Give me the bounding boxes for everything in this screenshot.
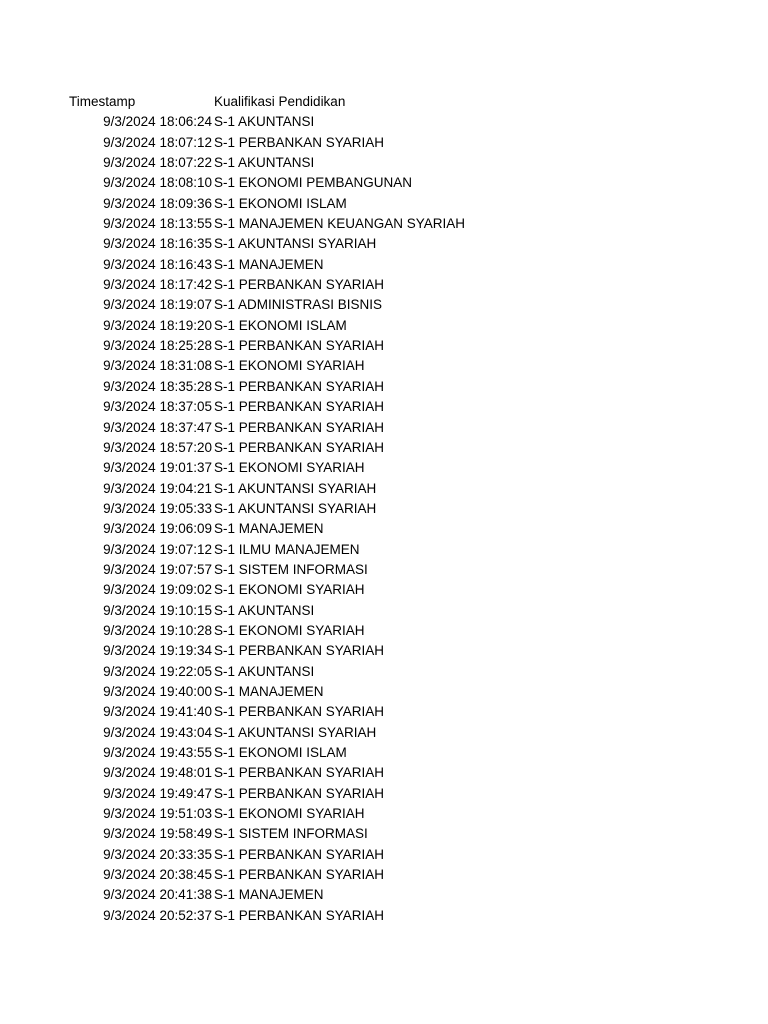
table-row <box>0 519 768 539</box>
qualification-cell: S-1 PERBANKAN SYARIAH <box>214 785 385 801</box>
table-row <box>0 133 768 153</box>
timestamp-cell: 9/3/2024 20:52:37 <box>103 907 212 923</box>
timestamp-cell: 9/3/2024 18:19:20 <box>103 317 212 333</box>
table-row <box>0 763 768 783</box>
header-qualification: Kualifikasi Pendidikan <box>214 94 346 109</box>
table-row <box>0 295 768 315</box>
qualification-cell: S-1 SISTEM INFORMASI <box>214 826 368 842</box>
timestamp-cell: 9/3/2024 18:16:35 <box>103 236 212 252</box>
qualification-cell: S-1 PERBANKAN SYARIAH <box>214 338 385 354</box>
table-row <box>0 418 768 438</box>
qualification-cell: S-1 MANAJEMEN <box>214 887 324 903</box>
qualification-cell: S-1 EKONOMI SYARIAH <box>214 358 365 374</box>
table-row <box>0 743 768 763</box>
qualification-cell: S-1 PERBANKAN SYARIAH <box>214 439 385 455</box>
table-row <box>0 662 768 682</box>
table-row <box>0 336 768 356</box>
table-row <box>0 479 768 499</box>
qualification-cell: S-1 PERBANKAN SYARIAH <box>214 134 385 150</box>
qualification-cell: S-1 EKONOMI SYARIAH <box>214 582 365 598</box>
table-row <box>0 784 768 804</box>
table-row <box>0 438 768 458</box>
timestamp-cell: 9/3/2024 19:06:09 <box>103 521 212 537</box>
qualification-cell: S-1 SISTEM INFORMASI <box>214 561 368 577</box>
table-row <box>0 601 768 621</box>
timestamp-cell: 9/3/2024 18:37:05 <box>103 399 212 415</box>
timestamp-cell: 9/3/2024 20:41:38 <box>103 887 212 903</box>
timestamp-cell: 9/3/2024 19:01:37 <box>103 460 212 476</box>
timestamp-cell: 9/3/2024 18:35:28 <box>103 378 212 394</box>
qualification-cell: S-1 PERBANKAN SYARIAH <box>214 907 385 923</box>
table-row <box>0 397 768 417</box>
qualification-cell: S-1 MANAJEMEN KEUANGAN SYARIAH <box>214 216 466 232</box>
qualification-cell: S-1 EKONOMI ISLAM <box>214 745 347 760</box>
table-row <box>0 112 768 132</box>
table-row <box>0 723 768 743</box>
qualification-cell: S-1 MANAJEMEN <box>214 256 324 272</box>
qualification-cell: S-1 EKONOMI ISLAM <box>214 195 347 211</box>
qualification-cell: S-1 MANAJEMEN <box>214 683 324 699</box>
table-row <box>0 234 768 254</box>
timestamp-cell: 9/3/2024 19:48:01 <box>103 765 212 781</box>
timestamp-cell: 9/3/2024 19:51:03 <box>103 806 212 822</box>
table-row <box>0 621 768 641</box>
timestamp-cell: 9/3/2024 19:43:55 <box>103 745 212 760</box>
qualification-cell: S-1 PERBANKAN SYARIAH <box>214 765 385 781</box>
table-row <box>0 702 768 722</box>
qualification-cell: S-1 PERBANKAN SYARIAH <box>214 704 385 720</box>
table-row <box>0 845 768 865</box>
qualification-cell: S-1 AKUNTANSI SYARIAH <box>214 236 377 252</box>
timestamp-cell: 9/3/2024 18:06:24 <box>103 114 212 130</box>
table-row <box>0 906 768 926</box>
qualification-cell: S-1 AKUNTANSI <box>214 155 315 171</box>
timestamp-cell: 9/3/2024 18:09:36 <box>103 195 212 211</box>
table-row <box>0 153 768 173</box>
qualification-cell: S-1 PERBANKAN SYARIAH <box>214 419 385 435</box>
table-row <box>0 560 768 580</box>
qualification-cell: S-1 ADMINISTRASI BISNIS <box>214 297 383 313</box>
table-row <box>0 377 768 397</box>
table-row <box>0 194 768 214</box>
qualification-cell: S-1 PERBANKAN SYARIAH <box>214 399 385 415</box>
timestamp-cell: 9/3/2024 19:58:49 <box>103 826 212 842</box>
timestamp-cell: 9/3/2024 18:17:42 <box>103 277 212 293</box>
table-row <box>0 865 768 885</box>
timestamp-cell: 9/3/2024 18:19:07 <box>103 297 212 313</box>
timestamp-cell: 9/3/2024 19:19:34 <box>103 643 212 659</box>
table-row <box>0 275 768 295</box>
timestamp-cell: 9/3/2024 19:05:33 <box>103 500 212 516</box>
table-row <box>0 682 768 702</box>
table-row <box>0 499 768 519</box>
timestamp-cell: 9/3/2024 18:07:22 <box>103 155 212 171</box>
table-row <box>0 804 768 824</box>
timestamp-cell: 9/3/2024 19:10:28 <box>103 622 212 638</box>
qualification-cell: S-1 AKUNTANSI SYARIAH <box>214 480 377 496</box>
timestamp-cell: 9/3/2024 18:13:55 <box>103 216 212 232</box>
timestamp-cell: 9/3/2024 19:40:00 <box>103 683 212 699</box>
timestamp-cell: 9/3/2024 18:37:47 <box>103 419 212 435</box>
table-row <box>0 316 768 336</box>
data-rows <box>0 112 768 926</box>
timestamp-cell: 9/3/2024 18:16:43 <box>103 256 212 272</box>
timestamp-cell: 9/3/2024 19:07:12 <box>103 541 212 557</box>
qualification-cell: S-1 AKUNTANSI SYARIAH <box>214 500 377 516</box>
timestamp-cell: 9/3/2024 19:49:47 <box>103 785 212 801</box>
qualification-cell: S-1 EKONOMI SYARIAH <box>214 622 365 638</box>
timestamp-cell: 9/3/2024 18:31:08 <box>103 358 212 374</box>
timestamp-cell: 9/3/2024 20:38:45 <box>103 867 212 883</box>
qualification-cell: S-1 AKUNTANSI SYARIAH <box>214 724 377 740</box>
qualification-cell: S-1 PERBANKAN SYARIAH <box>214 867 385 883</box>
timestamp-cell: 9/3/2024 19:10:15 <box>103 602 212 618</box>
table-row <box>0 641 768 661</box>
qualification-cell: S-1 PERBANKAN SYARIAH <box>214 846 385 862</box>
qualification-cell: S-1 MANAJEMEN <box>214 521 324 537</box>
qualification-cell: S-1 EKONOMI SYARIAH <box>214 806 365 822</box>
qualification-cell: S-1 EKONOMI SYARIAH <box>214 460 365 476</box>
table-row <box>0 885 768 905</box>
table-row <box>0 214 768 234</box>
table-row <box>0 173 768 193</box>
qualification-cell: S-1 ILMU MANAJEMEN <box>214 541 360 557</box>
table-row <box>0 356 768 376</box>
timestamp-cell: 9/3/2024 19:09:02 <box>103 582 212 598</box>
timestamp-cell: 9/3/2024 19:22:05 <box>103 663 212 679</box>
table-row <box>0 458 768 478</box>
qualification-cell: S-1 AKUNTANSI <box>214 663 315 679</box>
qualification-cell: S-1 EKONOMI ISLAM <box>214 317 347 333</box>
timestamp-cell: 9/3/2024 19:07:57 <box>103 561 212 577</box>
qualification-cell: S-1 PERBANKAN SYARIAH <box>214 378 385 394</box>
timestamp-cell: 9/3/2024 19:04:21 <box>103 480 212 496</box>
qualification-cell: S-1 EKONOMI PEMBANGUNAN <box>214 175 413 191</box>
qualification-cell: S-1 PERBANKAN SYARIAH <box>214 277 385 293</box>
table-row <box>0 255 768 275</box>
timestamp-cell: 9/3/2024 20:33:35 <box>103 846 212 862</box>
spreadsheet-printout <box>0 92 768 926</box>
qualification-cell: S-1 AKUNTANSI <box>214 114 315 130</box>
qualification-cell: S-1 AKUNTANSI <box>214 602 315 618</box>
timestamp-cell: 9/3/2024 18:07:12 <box>103 134 212 150</box>
header-timestamp: Timestamp <box>69 94 136 109</box>
timestamp-cell: 9/3/2024 18:57:20 <box>103 439 212 455</box>
table-row <box>0 540 768 560</box>
header-row <box>0 92 768 112</box>
qualification-cell: S-1 PERBANKAN SYARIAH <box>214 643 385 659</box>
table-row <box>0 824 768 844</box>
timestamp-cell: 9/3/2024 18:08:10 <box>103 175 212 191</box>
timestamp-cell: 9/3/2024 19:41:40 <box>103 704 212 720</box>
timestamp-cell: 9/3/2024 19:43:04 <box>103 724 212 740</box>
timestamp-cell: 9/3/2024 18:25:28 <box>103 338 212 354</box>
table-row <box>0 580 768 600</box>
